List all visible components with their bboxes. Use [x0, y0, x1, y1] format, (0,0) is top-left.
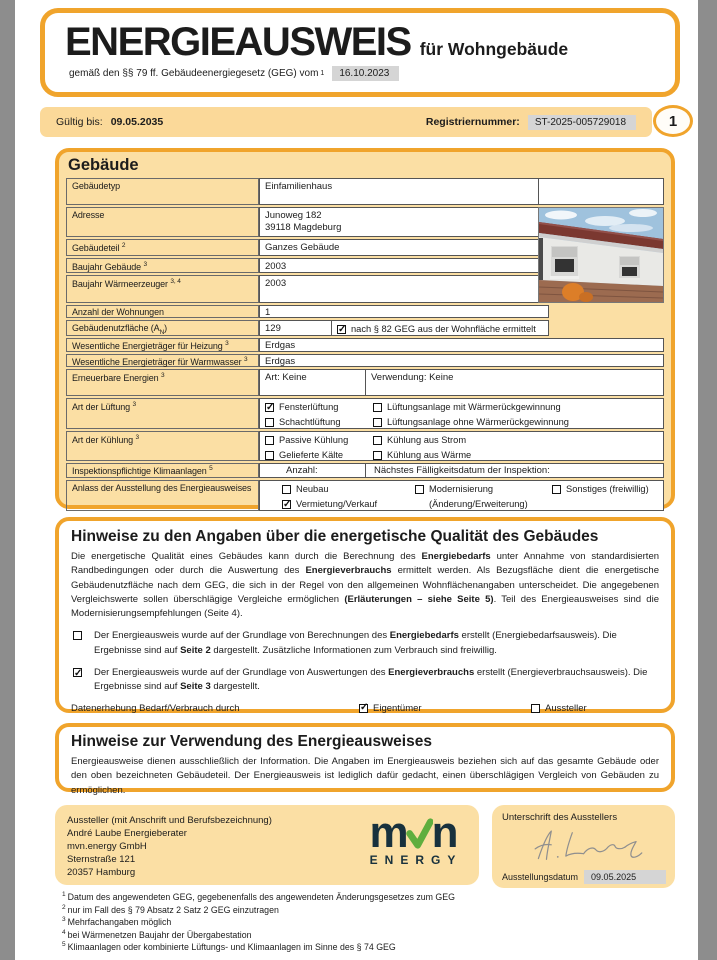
- heating-energy-value[interactable]: Erdgas: [259, 338, 664, 352]
- issuer-name: André Laube Energieberater: [67, 828, 187, 840]
- row-label: Wesentliche Energieträger für Warmwasser $^3$: [66, 354, 259, 367]
- row-label: Baujahr Gebäude $^3$: [66, 258, 259, 273]
- row-label: Gebäudetyp: [66, 178, 259, 205]
- cooling-options: Passive Kühlung Gelieferte Kälte Kühlung aus Strom Kühlung aus Wärme: [259, 431, 664, 461]
- issue-date-label: Ausstellungsdatum: [502, 872, 579, 882]
- row-label: Gebäudeteil $^2$: [66, 239, 259, 256]
- checkbox-wohnflaeche-ermittelt[interactable]: [337, 325, 346, 334]
- issue-reason-options: Neubau ✓ Vermietung/Verkauf Modernisierung (Änderung/Erweiterung) Sonstiges (freiwillig): [259, 480, 664, 511]
- scan-margin-right: [698, 0, 717, 960]
- verbrauch-item: ✓ Der Energieausweis wurde auf der Grundlage von Auswertungen des Energieverbrauchs erstellt (Energieverbrauchsausweis). Die Ergebnisse sind auf Seite 3 dargestellt.: [71, 666, 659, 695]
- table-row: [66, 431, 664, 461]
- document-title: ENERGIEAUSWEIS: [65, 20, 411, 64]
- checkbox-aussteller[interactable]: [531, 704, 540, 713]
- table-row: [66, 398, 664, 429]
- row-label: Anlass der Ausstellung des Energieausweises: [66, 480, 259, 511]
- table-row: [66, 369, 664, 396]
- footnote: $^4$ bei Wärmenetzen Baujahr der Übergabestation: [62, 928, 252, 940]
- table-row: [66, 463, 664, 478]
- issuer-street: Sternstraße 121: [67, 854, 136, 866]
- row-label: Art der Lüftung $^3$: [66, 398, 259, 429]
- issuer-label: Aussteller (mit Anschrift und Berufsbezeichnung): [67, 815, 272, 826]
- checkbox-kuehlung-strom[interactable]: [373, 436, 382, 445]
- hvac-count-label[interactable]: Anzahl:: [286, 465, 318, 476]
- checkbox-lueftung-ohne-wrg[interactable]: [373, 418, 382, 427]
- law-reference: gemäß den §§ 79 ff. Gebäudeenergiegesetz (GEG) vom: [69, 68, 319, 79]
- law-footnote-marker: 1: [320, 70, 325, 77]
- floor-area-cells: [259, 320, 549, 336]
- data-collection-label: Datenerhebung Bedarf/Verbrauch durch: [71, 703, 240, 715]
- mvn-energy-logo: m n ENERGY: [369, 808, 463, 868]
- signature-stroke: [502, 823, 662, 865]
- usage-section-title: Hinweise zur Verwendung des Energieausweises: [71, 733, 432, 750]
- issuer-company: mvn.energy GmbH: [67, 841, 147, 853]
- building-photo: [538, 207, 664, 303]
- renewables-cells: [259, 369, 664, 396]
- quality-intro: Die energetische Qualität eines Gebäudes kann durch die Berechnung des Energiebedarfs unter Annahme von standardisierten Randbedingungen oder durch die Auswertung des Energieverbrauchs ermittelt werden. Als Bezugsfläche dient die energetische Gebäudenutzfläche nach dem GEG, die sich in der Regel von den allgemeinen Wohnflächenangaben unterscheidet. Die angegebenen Vergleichswerte sollen überschlägige Vergleiche ermöglichen (Erläuterungen – siehe Seite 5). Teil des Energieausweises sind die Modernisierungsempfehlungen (Seite 4).: [71, 551, 660, 619]
- renewables-type-value[interactable]: Art: Keine: [265, 372, 307, 383]
- document-header: [40, 8, 680, 97]
- checkbox-gelieferte-kaelte[interactable]: [265, 451, 274, 460]
- issuer-box: [55, 805, 479, 885]
- checkbox-kuehlung-waerme[interactable]: [373, 451, 382, 460]
- apartment-count-value[interactable]: 1: [259, 305, 549, 318]
- usage-text: Energieausweise dienen ausschließlich der Information. Die Angaben im Energieausweis beziehen sich auf das gesamte Gebäude oder den oben bezeichneten Gebäudeteil. Der Energieausweis ist lediglich dafür gedacht, einen überschlägigen Vergleich von Gebäuden zu ermöglichen.: [71, 756, 659, 796]
- construction-year-value[interactable]: 2003: [259, 258, 549, 273]
- hvac-due-date-label[interactable]: Nächstes Fälligkeitsdatum der Inspektion:: [365, 464, 663, 477]
- footnotes: [62, 891, 662, 954]
- checkbox-fensterlueftung[interactable]: [265, 403, 274, 412]
- document-subtitle: für Wohngebäude: [419, 39, 569, 59]
- footnote: $^5$ Klimaanlagen oder kombinierte Lüftungs- und Klimaanlagen im Sinne des § 74 GEG: [62, 941, 396, 953]
- photo-column: [538, 178, 664, 303]
- signature-box: [492, 805, 675, 888]
- checkbox-vermietung-verkauf[interactable]: [282, 500, 291, 509]
- row-label: Art der Kühlung $^3$: [66, 431, 259, 461]
- building-part-value[interactable]: Ganzes Gebäude: [259, 239, 549, 256]
- footnote: $^3$ Mehrfachangaben möglich: [62, 916, 172, 928]
- address-value[interactable]: Junoweg 182 39118 Magdeburg: [259, 207, 549, 237]
- row-label: Anzahl der Wohnungen: [66, 305, 259, 318]
- checkbox-lueftung-mit-wrg[interactable]: [373, 403, 382, 412]
- building-section: [55, 148, 675, 509]
- issuer-address: [67, 814, 361, 879]
- row-label: Baujahr Wärmeerzeuger $^{3, 4}$: [66, 275, 259, 303]
- table-row: [66, 354, 664, 367]
- checkbox-sonstiges[interactable]: [552, 485, 561, 494]
- geg-date-field[interactable]: 16.10.2023: [332, 66, 399, 81]
- logo-check-icon: [406, 818, 433, 849]
- row-label: Erneuerbare Energien $^3$: [66, 369, 259, 396]
- checkbox-energieverbrauch[interactable]: [73, 668, 82, 677]
- floor-area-method: ✓ nach § 82 GEG aus der Wohnfläche ermittelt: [331, 321, 548, 335]
- checkbox-eigentuemer[interactable]: [359, 704, 368, 713]
- data-collection-row: Datenerhebung Bedarf/Verbrauch durch ✓ Eigentümer Aussteller: [71, 703, 659, 714]
- empty-cell: [538, 178, 664, 205]
- row-label: Gebäudenutzfläche $(A_N)$: [66, 320, 259, 336]
- renewables-use-value[interactable]: Verwendung: Keine: [365, 370, 663, 395]
- usage-section: [55, 723, 675, 796]
- registry-number-label: Registriernummer:: [425, 116, 520, 128]
- issue-date-field[interactable]: 09.05.2025: [584, 870, 666, 884]
- checkbox-neubau[interactable]: [282, 485, 291, 494]
- page-number-badge: 1: [653, 105, 693, 137]
- building-type-value[interactable]: Einfamilienhaus: [259, 178, 549, 205]
- building-table: [66, 178, 664, 511]
- quality-section: [55, 517, 675, 713]
- checkbox-schachtlueftung[interactable]: [265, 418, 274, 427]
- registry-number-field[interactable]: ST-2025-005729018: [528, 115, 636, 130]
- table-row: [66, 320, 664, 336]
- row-label: Inspektionspflichtige Klimaanlagen $^5$: [66, 463, 259, 478]
- building-section-title: Gebäude: [68, 156, 139, 174]
- row-label: Adresse: [66, 207, 259, 237]
- heat-generator-year-value[interactable]: 2003: [259, 275, 549, 303]
- valid-until-label: Gültig bis:: [56, 116, 103, 128]
- table-row: [66, 305, 664, 318]
- row-label: Wesentliche Energieträger für Heizung $^3$: [66, 338, 259, 352]
- valid-until-date: 09.05.2035: [110, 116, 164, 128]
- quality-section-title: Hinweise zu den Angaben über die energetische Qualität des Gebäudes: [71, 528, 599, 545]
- bedarf-item: Der Energieausweis wurde auf der Grundlage von Berechnungen des Energiebedarfs erstellt (Energiebedarfsausweis). Die Ergebnisse sind auf Seite 2 dargestellt. Zusätzliche Informationen zum Verbrauch sind freiwillig.: [71, 629, 659, 658]
- ventilation-options: ✓ Fensterlüftung Schachtlüftung Lüftungsanlage mit Wärmerückgewinnung Lüftungsanlage ohne Wärmerückgewinnung: [259, 398, 664, 429]
- hvac-inspection-cells: [259, 463, 664, 478]
- table-row: [66, 480, 664, 511]
- table-row: [66, 338, 664, 352]
- footnote: $^2$ nur im Fall des § 79 Absatz 2 Satz 2 GEG einzutragen: [62, 903, 279, 915]
- hot-water-energy-value[interactable]: Erdgas: [259, 354, 664, 367]
- signature-label: Unterschrift des Ausstellers: [502, 812, 618, 823]
- issuer-city: 20357 Hamburg: [67, 867, 136, 879]
- validity-bar: [40, 107, 652, 137]
- signature-area[interactable]: [502, 823, 666, 870]
- floor-area-value[interactable]: 129: [265, 323, 281, 334]
- checkbox-modernisierung[interactable]: [415, 485, 424, 494]
- checkbox-energiebedarf[interactable]: [73, 631, 82, 640]
- footnote: $^1$ Datum des angewendeten GEG, gegebenenfalls des angewendeten Änderungsgesetzes zum GEG: [62, 891, 455, 902]
- scan-margin-left: [0, 0, 15, 960]
- checkbox-passive-kuehlung[interactable]: [265, 436, 274, 445]
